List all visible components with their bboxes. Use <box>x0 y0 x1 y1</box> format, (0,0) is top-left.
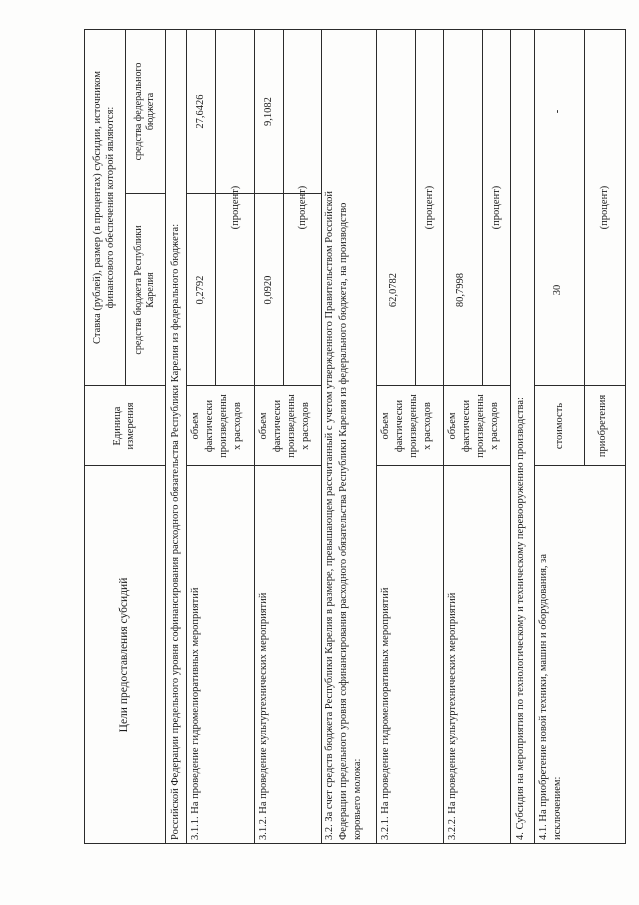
row-3-2-1-unit-4: х расходов <box>422 402 433 450</box>
row-line-4 <box>321 29 322 844</box>
row-3-1-1-unit-4: х расходов <box>232 402 243 450</box>
row-4-1-unit-1: стоимость <box>554 402 565 450</box>
header-regional-line1: средства бюджета Республики <box>133 225 144 355</box>
row-3-1-2-unit-3: произведенны <box>286 394 297 458</box>
header-unit-line2: измерения <box>125 402 136 450</box>
header-unit-line1: Единица <box>112 406 123 446</box>
row-3-1-2-unit-1: объем <box>258 412 269 440</box>
row-3-1-1-regional-value: 0,2792 <box>195 275 206 305</box>
col-line <box>534 385 626 386</box>
row-3-2-2-unit-2: фактически <box>461 399 472 453</box>
header-federal-line2: бюджета <box>145 92 156 131</box>
row-3-1-1-unit-1: объем <box>190 412 201 440</box>
section-4-title: 4. Субсидия на мероприятия по технологическому и техническому перевооружению производства: <box>515 397 526 840</box>
row-4-1-purpose-line-2: исключением: <box>552 776 563 840</box>
row-3-2-2-unit-3: произведенны <box>475 394 486 458</box>
row-4-1-purpose-line-1: 4.1. На приобретение новой техники, машин и оборудования, за <box>538 554 549 840</box>
row-3-2-2-regional-value: 80,7998 <box>455 272 466 308</box>
row-3-2-2-unit-1: объем <box>447 412 458 440</box>
value-note-line <box>584 29 585 386</box>
section-3-1-continuation: Российской Федерации предельного уровня софинансирования расходного обязательства Республики Карелия из федерального бюджета: <box>170 223 181 840</box>
row-3-1-2-note: (процент) <box>297 185 308 230</box>
row-3-1-2-unit-4: х расходов <box>300 402 311 450</box>
row-3-1-1-unit-3: произведенны <box>218 394 229 458</box>
rotated-subsidy-table <box>84 29 626 844</box>
section-3-2-line-3: коровьего молока: <box>352 758 363 840</box>
header-rate-line2: финансового обеспечения которой являются: <box>105 106 116 309</box>
value-note-line <box>215 29 216 386</box>
row-line-7 <box>510 29 511 844</box>
value-note-line <box>415 29 416 386</box>
row-3-2-2-purpose: 3.2.2. На проведение культуртехнических мероприятий <box>447 592 458 840</box>
section-3-2-line-1: 3.2. За счет средств бюджета Республики Карелия в размере, превышающем рассчитанный с учетом утвержденного Правительством Российской <box>324 190 335 840</box>
row-3-2-1-unit-2: фактически <box>394 399 405 453</box>
row-3-2-1-regional-value: 62,0782 <box>388 272 399 308</box>
row-3-1-1-federal-value: 27,6426 <box>195 94 206 129</box>
table-border-bottom <box>625 29 626 844</box>
row-3-1-2-federal-value: 9,1082 <box>263 97 274 126</box>
row-line-1 <box>165 29 166 844</box>
row-3-1-1-note: (процент) <box>230 185 241 230</box>
row-3-2-1-unit-3: произведенны <box>408 394 419 458</box>
row-line-8 <box>534 29 535 844</box>
row-4-1-note: (процент) <box>599 185 610 230</box>
col-line <box>534 465 626 466</box>
row-3-1-2-purpose: 3.1.2. На проведение культуртехнических мероприятий <box>258 592 269 840</box>
header-rate-line1: Ставка (рублей), размер (в процентах) субсидии, источником <box>92 71 103 345</box>
row-3-2-2-note: (процент) <box>491 185 502 230</box>
header-regional-line2: Карелия <box>145 272 156 308</box>
row-3-1-2-unit-2: фактически <box>272 399 283 453</box>
section-3-2-line-2: Федерации предельного уровня софинансирования расходного обязательства Республики Карелия из федерального бюджета, на производство <box>338 202 349 840</box>
row-3-1-2-regional-value: 0,0920 <box>263 275 274 305</box>
unit-split-line <box>584 386 585 466</box>
divider-rate-sub <box>125 29 126 386</box>
row-3-2-2-unit-4: х расходов <box>489 402 500 450</box>
row-line-6 <box>443 29 444 844</box>
header-purpose: Цели предоставления субсидий <box>118 577 131 733</box>
value-note-line <box>482 29 483 386</box>
value-note-line <box>283 29 284 386</box>
row-line-5 <box>376 29 377 844</box>
row-4-1-unit-2: приобретения <box>597 394 608 458</box>
row-4-1-federal-value: - <box>552 109 563 114</box>
row-line-2 <box>186 29 187 844</box>
row-3-1-1-unit-2: фактически <box>204 399 215 453</box>
header-federal-line1: средства федерального <box>133 62 144 161</box>
row-4-1-regional-value: 30 <box>552 284 563 296</box>
row-3-2-1-unit-1: объем <box>380 412 391 440</box>
row-line-3 <box>254 29 255 844</box>
row-3-1-1-purpose: 3.1.1. На проведение гидромелиоративных мероприятий <box>190 587 201 840</box>
row-3-2-1-purpose: 3.2.1. На проведение гидромелиоративных мероприятий <box>380 587 391 840</box>
row-3-2-1-note: (процент) <box>424 185 435 230</box>
